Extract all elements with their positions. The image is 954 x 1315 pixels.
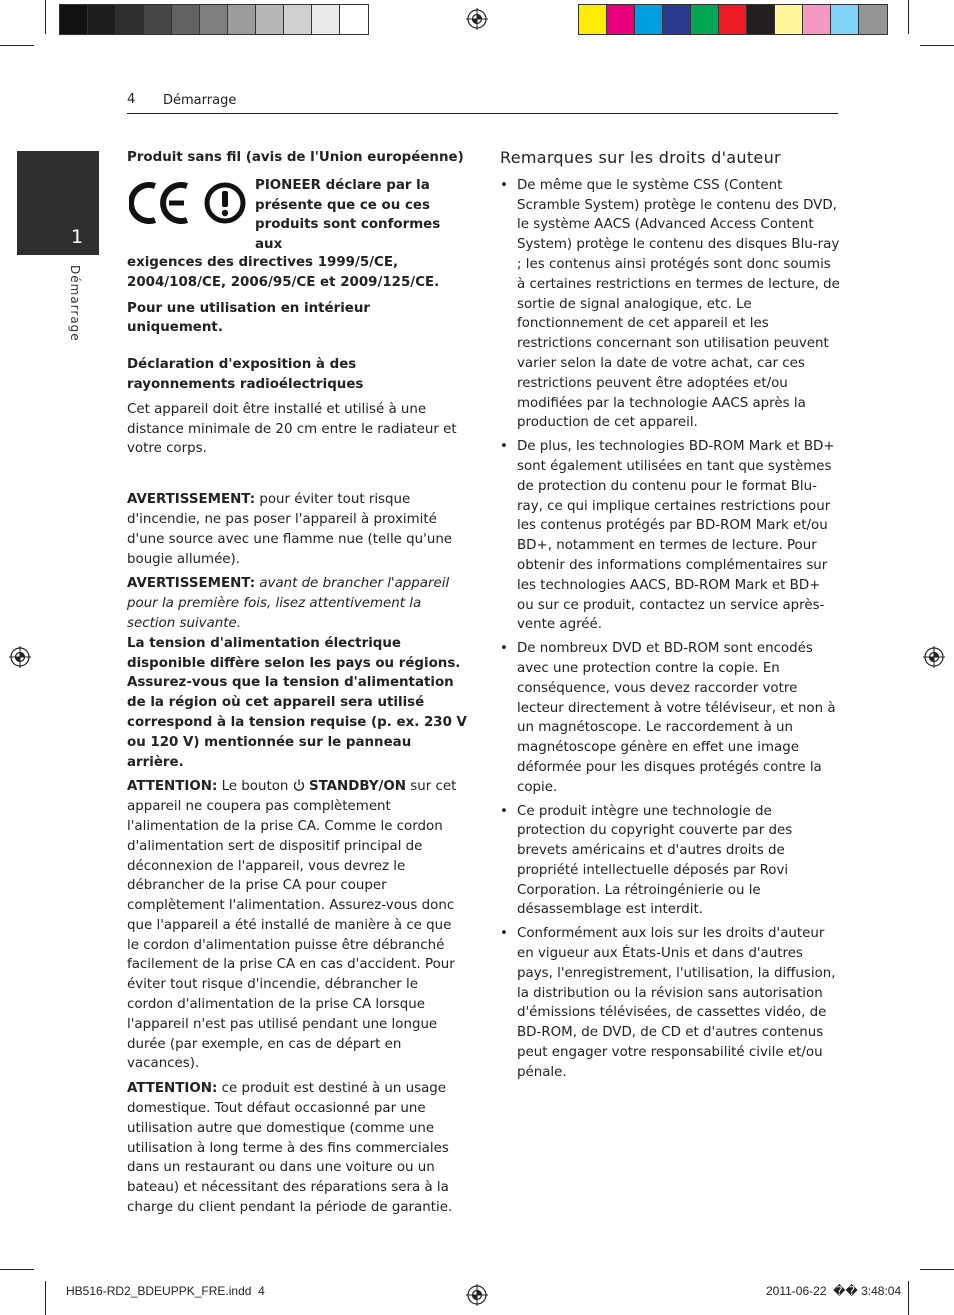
crop-mark: [0, 1269, 34, 1270]
gray-swatch: [256, 5, 284, 34]
warning-text: pour éviter tout risque d'incendie, ne pas poser l'appareil à proximité d'une source avec une flamme nue (telle qu'une bougie allumée).: [127, 492, 453, 567]
warning-label: AVERTISSEMENT:: [127, 492, 256, 508]
color-swatch: [775, 5, 803, 34]
attention-text: Le bouton: [217, 779, 293, 795]
ce-marks: [127, 176, 255, 238]
list-item: • Ce produit intègre une technologie de protection du copyright couverte par des brevets américains et d'autres droits de propriété intellectuelle déposés par Rovi Corporation. La rétroingénierie ou le désassemblage est interdit.: [500, 802, 840, 921]
attention-text: sur cet appareil ne coupera pas complètement l'alimentation de la prise CA. Comme le cordon d'alimentation sert de dispositif principal de déconnexion de l'appareil, vous devrez le débrancher de la prise CA pour couper complètement l'alimentation. Assurez-vous donc que l'appareil a été installé de manière à ce que le cordon d'alimentation puisse être débranché facilement de la prise CA en cas d'accident. Pour éviter tout risque d'incendie, débrancher le cordon d'alimentation de la prise CA lorsque l'appareil n'est pas utilisé pendant une longue durée (par exemple, en cas de départ en vacances).: [127, 779, 457, 1072]
color-swatch: [691, 5, 719, 34]
list-item: • De même que le système CSS (Content Scramble System) protège le contenu des DVD, le système AACS (Advanced Access Content System) protège le contenu des disques Blu-ray ; les contenus ainsi protégés sont donc soumis à certaines restrictions en termes de lecture, de sortie de signal analogique, etc. Le fonctionnement de cet appareil et les restrictions concernant son utilisation peuvent varier selon la date de votre achat, car ces restrictions peuvent être adoptées et/ou modifiées par la technologie AACS après la production de cet appareil.: [500, 176, 840, 433]
wireless-title: Produit sans fil (avis de l'Union européenne): [127, 150, 464, 165]
ce-declaration: [127, 176, 467, 255]
color-swatch: [663, 5, 691, 34]
color-swatch: [719, 5, 747, 34]
grayscale-color-bar: [59, 4, 369, 35]
crop-mark: [920, 45, 954, 46]
crop-mark: [908, 0, 909, 34]
color-swatch: [831, 5, 859, 34]
chapter-label: Démarrage: [68, 265, 82, 342]
crop-mark: [45, 1281, 46, 1315]
voltage-notice: La tension d'alimentation électrique disponible diffère selon les pays ou régions. Assurez-vous que la tension d'alimentation de la région où cet appareil sera utilisé correspond à la tension requise (p. ex. 230 V ou 120 V) mentionnée sur le panneau arrière.: [127, 635, 467, 770]
gray-swatch: [200, 5, 228, 34]
attention-label: ATTENTION:: [127, 1081, 218, 1097]
rf-exposure-text: Cet appareil doit être installé et utilisé à une distance minimale de 20 cm entre le radiateur et votre corps.: [127, 401, 457, 457]
alert-circle-icon: [203, 181, 247, 225]
color-swatch: [747, 5, 775, 34]
gray-swatch: [60, 5, 88, 34]
crop-mark: [45, 0, 46, 34]
color-swatch: [803, 5, 831, 34]
page-number: 4: [127, 92, 136, 107]
list-item: • Conformément aux lois sur les droits d'auteur en vigueur aux États-Unis et dans d'autres pays, l'enregistrement, l'utilisation, la diffusion, la distribution ou la révision sans autorisation d'émissions télévisées, de cassettes vidéo, de BD-ROM, de DVD, de CD et d'autres contenus peut engager votre responsabilité civile et/ou pénale.: [500, 924, 840, 1082]
registration-mark-icon: [466, 1284, 488, 1306]
left-column: [127, 148, 467, 1218]
color-swatch: [607, 5, 635, 34]
footer-page: 4: [258, 1284, 265, 1298]
attention-standby: [127, 777, 467, 1074]
copyright-list: [500, 176, 840, 1083]
attention-label: ATTENTION:: [127, 779, 218, 795]
crop-mark: [920, 1269, 954, 1270]
warning-voltage: [127, 574, 467, 772]
gray-swatch: [312, 5, 340, 34]
section-header: Démarrage: [163, 93, 237, 108]
gray-swatch: [284, 5, 312, 34]
ce-statement-top: PIONEER déclare par la présente que ce ou ces produits sont conformes aux: [255, 177, 441, 253]
ce-statement-bottom: exigences des directives 1999/5/CE, 2004/108/CE, 2006/95/CE et 2009/125/CE.: [127, 254, 440, 290]
gray-swatch: [228, 5, 256, 34]
registration-mark-icon: [466, 8, 488, 30]
footer-date: 2011-06-22: [766, 1284, 827, 1298]
attention-text: ce produit est destiné à un usage domestique. Tout défaut occasionné par une utilisation autre que domestique (comme une utilisation à long terme à des fins commerciales dans un restaurant ou dans une voiture ou un bateau) et nécessitant des réparations sera à la charge du client pendant la période de garantie.: [127, 1081, 453, 1216]
crop-mark: [0, 45, 34, 46]
warning-label: AVERTISSEMENT:: [127, 576, 256, 592]
power-icon: [293, 779, 305, 791]
right-column: [500, 148, 840, 1087]
standby-button-label: STANDBY/ON: [308, 779, 407, 795]
copyright-title: Remarques sur les droits d'auteur: [500, 148, 781, 167]
footer-timestamp: [766, 1284, 901, 1298]
footer-time: �� 3:48:04: [833, 1284, 902, 1298]
gray-swatch: [116, 5, 144, 34]
gray-swatch: [172, 5, 200, 34]
gray-swatch: [144, 5, 172, 34]
ce-mark-icon: [129, 180, 191, 226]
color-swatch: [859, 5, 887, 34]
color-swatch: [635, 5, 663, 34]
footer-filename: HB516-RD2_BDEUPPK_FRE.indd: [66, 1284, 252, 1298]
crop-mark: [908, 1281, 909, 1315]
chapter-number: 1: [71, 226, 84, 248]
rf-exposure-title: Déclaration d'exposition à des rayonnements radioélectriques: [127, 357, 364, 392]
attention-domestic: [127, 1079, 467, 1218]
chapter-tab: [17, 151, 99, 255]
list-item: • De nombreux DVD et BD-ROM sont encodés avec une protection contre la copie. En conséquence, vous devez raccorder votre lecteur directement à votre téléviseur, et non à un magnétoscope. Le raccordement à un magnétoscope génère en effet une image déformée pour les disques protégés contre la copie.: [500, 639, 840, 797]
gray-swatch: [340, 5, 368, 34]
cmyk-color-bar: [578, 4, 888, 35]
gray-swatch: [88, 5, 116, 34]
registration-mark-icon: [9, 646, 31, 668]
header-divider: [127, 113, 838, 114]
color-swatch: [579, 5, 607, 34]
warning-fire: [127, 490, 467, 569]
footer-file: [66, 1284, 265, 1298]
warning-italic-text: avant de brancher l'appareil pour la première fois, lisez attentivement la section suivante.: [127, 576, 450, 631]
registration-mark-icon: [923, 646, 945, 668]
list-item: • De plus, les technologies BD-ROM Mark et BD+ sont également utilisées en tant que systèmes de protection du contenu pour le format Blu-ray, ce qui implique certaines restrictions pour les contenus protégés par BD-ROM Mark et/ou BD+, notamment en termes de lecture. Pour obtenir des informations complémentaires sur les technologies AACS, BD-ROM Mark et BD+ ou sur ce produit, contactez un service après-vente agréé.: [500, 437, 840, 635]
indoor-use-notice: Pour une utilisation en intérieur uniquement.: [127, 300, 371, 336]
